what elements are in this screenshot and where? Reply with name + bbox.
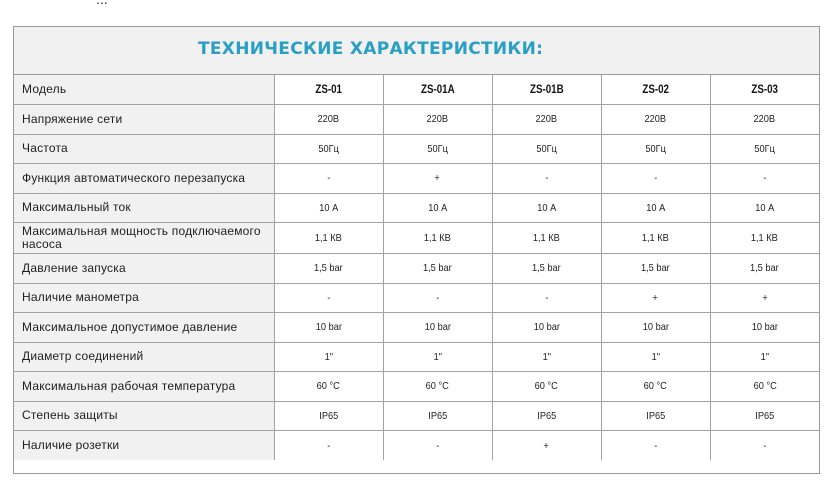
caption-fragment: [96, 0, 108, 7]
header-row: [14, 75, 819, 105]
cell-value: -: [492, 283, 601, 313]
model-name: ZS-01A: [420, 83, 455, 96]
table-row: [14, 223, 819, 254]
cell-value: -: [601, 431, 710, 461]
cell-value: 60 °С: [710, 372, 819, 402]
table-row: [14, 105, 819, 135]
cell-value: 50Гц: [710, 134, 819, 164]
row-label: Наличие розетки: [14, 431, 274, 461]
cell-value: 1": [492, 342, 601, 372]
cell-value: IP65: [710, 401, 819, 431]
row-label: Давление запуска: [14, 254, 274, 284]
cell-value: 1,5 bar: [274, 254, 383, 284]
cell-value: 1,1 КВ: [492, 223, 601, 254]
cell-value: 10 bar: [383, 313, 492, 343]
spec-table: [14, 75, 819, 460]
table-row: [14, 431, 819, 461]
cell-value: IP65: [383, 401, 492, 431]
cell-value: 10 А: [601, 193, 710, 223]
cell-value: IP65: [492, 401, 601, 431]
model-header: [274, 75, 383, 105]
cell-value: -: [383, 431, 492, 461]
cell-value: +: [492, 431, 601, 461]
table-row: [14, 342, 819, 372]
cell-value: 10 А: [274, 193, 383, 223]
model-header: [710, 75, 819, 105]
cell-value: 10 bar: [492, 313, 601, 343]
cell-value: -: [274, 283, 383, 313]
cell-value: 60 °С: [601, 372, 710, 402]
cell-value: 1": [710, 342, 819, 372]
table-row: [14, 401, 819, 431]
model-header: [601, 75, 710, 105]
row-label: Максимальное допустимое давление: [14, 313, 274, 343]
cell-value: 50Гц: [274, 134, 383, 164]
table-row: [14, 283, 819, 313]
row-label: Напряжение сети: [14, 105, 274, 135]
cell-value: -: [492, 164, 601, 194]
cell-value: -: [274, 431, 383, 461]
cell-value: 1,5 bar: [601, 254, 710, 284]
cell-value: -: [274, 164, 383, 194]
cell-value: +: [383, 164, 492, 194]
cell-value: -: [601, 164, 710, 194]
cell-value: 10 bar: [601, 313, 710, 343]
cell-value: 10 bar: [274, 313, 383, 343]
row-label: Максимальный ток: [14, 193, 274, 223]
cell-value: 1,1 КВ: [710, 223, 819, 254]
row-label: Максимальная рабочая температура: [14, 372, 274, 402]
table-row: [14, 193, 819, 223]
row-label: Функция автоматического перезапуска: [14, 164, 274, 194]
row-label: Диаметр соединений: [14, 342, 274, 372]
cell-value: 220В: [601, 105, 710, 135]
cell-value: 1,5 bar: [383, 254, 492, 284]
table-row: [14, 164, 819, 194]
cell-value: 1": [274, 342, 383, 372]
cell-value: 220В: [274, 105, 383, 135]
cell-value: 1,1 КВ: [601, 223, 710, 254]
cell-value: 1": [601, 342, 710, 372]
cell-value: +: [710, 283, 819, 313]
cell-value: IP65: [601, 401, 710, 431]
cell-value: 220В: [492, 105, 601, 135]
model-name: ZS-03: [751, 83, 779, 96]
cell-value: 10 А: [492, 193, 601, 223]
row-label: Максимальная мощность подключаемого насоса: [14, 223, 274, 254]
cell-value: -: [383, 283, 492, 313]
cell-value: 10 А: [383, 193, 492, 223]
title-band: [14, 27, 819, 75]
spec-table-frame: [13, 26, 820, 474]
cell-value: 50Гц: [492, 134, 601, 164]
row-label: Частота: [14, 134, 274, 164]
model-name: ZS-01: [315, 83, 342, 96]
model-header: [492, 75, 601, 105]
cell-value: -: [710, 164, 819, 194]
cell-value: 60 °С: [274, 372, 383, 402]
cell-value: 60 °С: [492, 372, 601, 402]
cell-value: IP65: [274, 401, 383, 431]
cell-value: 10 bar: [710, 313, 819, 343]
cell-value: +: [601, 283, 710, 313]
cell-value: 50Гц: [601, 134, 710, 164]
cell-value: 220В: [710, 105, 819, 135]
table-row: [14, 254, 819, 284]
cell-value: 60 °С: [383, 372, 492, 402]
cell-value: -: [710, 431, 819, 461]
table-row: [14, 372, 819, 402]
cell-value: 50Гц: [383, 134, 492, 164]
cell-value: 10 А: [710, 193, 819, 223]
header-label: Модель: [14, 75, 274, 105]
row-label: Степень защиты: [14, 401, 274, 431]
table-row: [14, 313, 819, 343]
table-title: ТЕХНИЧЕСКИЕ ХАРАКТЕРИСТИКИ:: [198, 39, 544, 59]
cell-value: 220В: [383, 105, 492, 135]
cell-value: 1,5 bar: [710, 254, 819, 284]
model-name: ZS-01B: [529, 83, 564, 96]
cell-value: 1,1 КВ: [383, 223, 492, 254]
table-row: [14, 134, 819, 164]
cell-value: 1,5 bar: [492, 254, 601, 284]
row-label: Наличие манометра: [14, 283, 274, 313]
model-name: ZS-02: [642, 83, 669, 96]
model-header: [383, 75, 492, 105]
cell-value: 1,1 КВ: [274, 223, 383, 254]
cell-value: 1": [383, 342, 492, 372]
